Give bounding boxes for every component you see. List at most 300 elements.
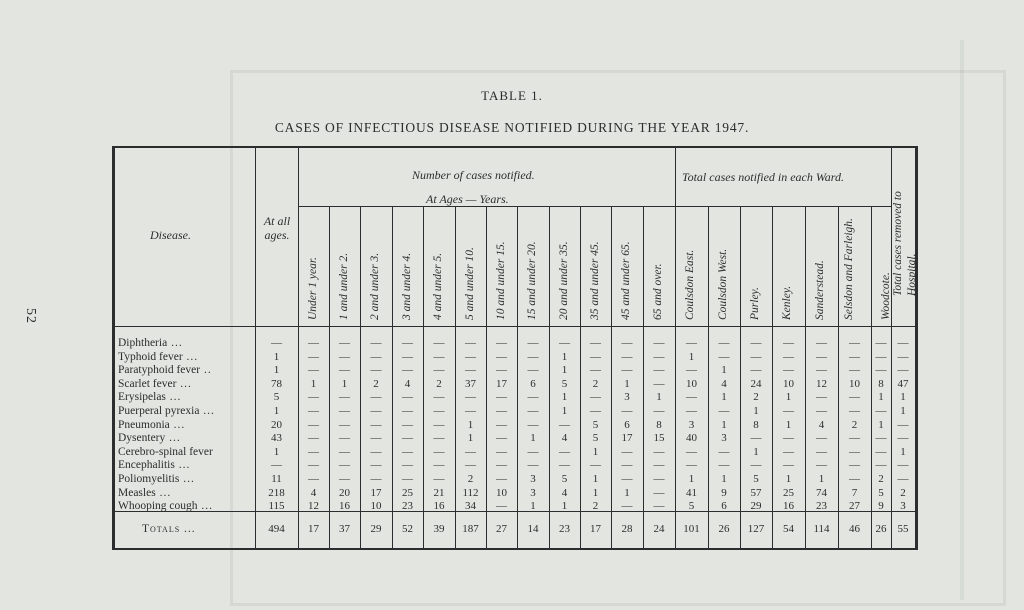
table-cell: —	[686, 405, 697, 417]
table-cell: 1	[818, 473, 825, 485]
table-cell: —	[527, 350, 539, 363]
table-cell: —	[653, 459, 665, 472]
table-cell: —	[339, 364, 350, 377]
totals-cell: 46	[849, 523, 860, 535]
table-cell: 1	[273, 405, 280, 417]
table-cell: —	[339, 405, 350, 417]
table-cell: —	[590, 337, 601, 349]
table-cell: 74	[816, 486, 827, 499]
leader-dots: ...	[167, 337, 183, 349]
table-cell: —	[875, 337, 887, 349]
table-cell: 1	[785, 418, 792, 431]
table-cell: 16	[339, 500, 350, 513]
table-cell: —	[370, 391, 382, 404]
table-cell: 43	[271, 432, 282, 445]
table-cell: —	[433, 350, 445, 363]
table-cell: —	[496, 391, 507, 404]
disease-name	[118, 487, 171, 499]
table-cell: —	[590, 391, 601, 404]
table-cell: —	[308, 350, 319, 363]
totals-cell: 37	[339, 523, 350, 535]
table-cell: —	[875, 459, 887, 472]
table-cell: —	[897, 337, 909, 349]
table-title: CASES OF INFECTIOUS DISEASE NOTIFIED DURING THE YEAR 1947.	[274, 120, 750, 135]
table-cell: 8	[753, 418, 759, 431]
table-cell: —	[816, 337, 827, 349]
table-cell: —	[433, 432, 445, 445]
table-cell: —	[816, 350, 827, 363]
table-cell: 1	[467, 432, 474, 445]
table-cell: 16	[433, 500, 445, 513]
totals-cell: 54	[783, 523, 794, 535]
leader-dots: ..	[200, 364, 212, 377]
table-cell: —	[308, 337, 319, 349]
table-cell: 1	[624, 486, 630, 499]
table-cell: 5	[561, 377, 568, 390]
table-cell: 5	[592, 432, 599, 445]
disease-label: Poliomyelitis	[118, 473, 180, 485]
table-cell: 17	[370, 486, 382, 499]
header-all-ages	[255, 214, 299, 242]
table-cell: —	[339, 418, 350, 431]
header-age-group: 10 and under 15.	[495, 241, 507, 320]
table-cell: —	[339, 445, 350, 458]
table-cell: —	[433, 337, 445, 349]
table-cell: 1	[688, 473, 695, 485]
table-cell: —	[308, 405, 319, 417]
leader-dots: ...	[179, 473, 195, 485]
disease-name	[118, 446, 213, 458]
table-cell: 23	[816, 500, 827, 513]
table-cell: 1	[561, 364, 568, 377]
disease-label: Measles	[118, 486, 156, 499]
table-cell: —	[816, 459, 827, 472]
table-cell: 3	[530, 486, 536, 499]
table-cell: 10	[783, 377, 794, 390]
table-cell: 25	[783, 486, 794, 499]
table-cell: —	[496, 432, 507, 445]
table-cell: 1	[310, 377, 317, 390]
table-cell: 5	[688, 500, 695, 513]
table-cell: —	[339, 473, 350, 485]
table-cell: 4	[561, 432, 568, 445]
totals-label	[142, 523, 196, 535]
totals-cell: 127	[747, 523, 765, 535]
totals-cell: 55	[897, 523, 909, 535]
totals-cell: 24	[653, 523, 665, 535]
table-cell: 218	[268, 486, 285, 499]
table-cell: 78	[271, 377, 282, 390]
table-cell: 1	[878, 418, 884, 431]
table-cell: —	[559, 459, 570, 472]
totals-cell: 17	[308, 523, 319, 535]
table-cell: —	[621, 350, 633, 363]
table-cell: —	[816, 432, 827, 445]
table-cell: —	[433, 391, 445, 404]
table-cell: 3	[688, 418, 695, 431]
table-cell: 2	[900, 486, 906, 499]
table-cell: —	[718, 445, 730, 458]
table-cell: 29	[750, 500, 762, 513]
table-cell: —	[370, 337, 382, 349]
table-cell: —	[433, 459, 445, 472]
table-cell: —	[686, 364, 697, 377]
totals-cell: 29	[370, 523, 382, 535]
table-cell: 17	[621, 432, 633, 445]
table-cell: 2	[592, 500, 599, 513]
leader-dots: ...	[180, 523, 196, 535]
table-cell: 115	[268, 500, 285, 513]
table-cell: —	[849, 473, 860, 485]
header-at-ages: At Ages — Years.	[426, 192, 509, 206]
table-cell: —	[402, 391, 413, 404]
table-cell: —	[783, 337, 794, 349]
table-cell: 1	[721, 473, 727, 485]
table-cell: —	[308, 391, 319, 404]
header-age-group: 35 and under 45.	[589, 241, 601, 320]
table-cell: —	[308, 473, 319, 485]
table-cell: —	[653, 405, 665, 417]
table-cell: 10	[370, 500, 382, 513]
totals-cell: 494	[268, 523, 285, 535]
totals-cell: 23	[559, 523, 570, 535]
header-age-group: 1 and under 2.	[338, 252, 350, 320]
table-cell: —	[718, 405, 730, 417]
disease-name	[118, 391, 181, 403]
totals-cell: 14	[527, 523, 539, 535]
table-cell: —	[339, 459, 350, 472]
table-cell: 6	[721, 500, 727, 513]
table-cell: —	[686, 459, 697, 472]
table-cell: —	[370, 418, 382, 431]
totals-cell: 101	[683, 523, 700, 535]
leader-dots: ...	[174, 459, 191, 472]
disease-label: Scarlet fever	[118, 377, 177, 390]
table-cell: 1	[592, 486, 599, 499]
table-cell: 34	[465, 500, 476, 513]
table-cell: 10	[496, 486, 507, 499]
leader-dots: ...	[165, 391, 182, 404]
disease-table	[112, 146, 918, 550]
table-cell: 15	[653, 432, 665, 445]
table-cell: —	[370, 473, 382, 485]
table-cell: —	[621, 459, 633, 472]
totals-cell: 28	[621, 523, 633, 535]
table-cell: —	[653, 486, 665, 499]
table-cell: —	[621, 473, 633, 485]
disease-name	[118, 459, 190, 471]
table-cell: —	[308, 432, 319, 445]
table-cell: —	[897, 459, 909, 472]
table-cell: —	[621, 337, 633, 349]
disease-label: Cerebro-spinal fever	[118, 445, 213, 458]
table-cell: —	[402, 418, 413, 431]
table-cell: —	[527, 418, 539, 431]
header-age-group: 4 and under 5.	[432, 252, 444, 320]
table-cell: —	[849, 364, 860, 377]
header-ward: Coulsdon East.	[684, 249, 696, 320]
table-cell: —	[590, 350, 601, 363]
header-ward-totals: Total cases notified in each Ward.	[682, 170, 844, 184]
table-cell: 1	[721, 418, 727, 431]
table-cell: 1	[273, 364, 280, 377]
disease-name	[118, 337, 183, 349]
table-cell: —	[402, 445, 413, 458]
table-cell: 3	[530, 473, 536, 485]
table-cell: —	[816, 405, 827, 417]
table-cell: 1	[721, 391, 727, 404]
table-cell: —	[590, 364, 601, 377]
table-cell: 4	[561, 486, 568, 499]
table-cell: —	[897, 364, 909, 377]
table-cell: 12	[308, 500, 319, 513]
table-cell: 4	[818, 418, 825, 431]
header-hospital	[891, 156, 919, 296]
table-cell: —	[527, 337, 539, 349]
table-cell: —	[849, 337, 860, 349]
table-cell: —	[271, 459, 282, 472]
table-cell: —	[816, 364, 827, 377]
table-cell: 5	[753, 473, 759, 485]
disease-label: Erysipelas	[118, 391, 166, 404]
table-cell: —	[527, 391, 539, 404]
disease-label: Puerperal pyrexia	[118, 405, 200, 417]
table-cell: —	[308, 364, 319, 377]
table-cell: 7	[851, 486, 858, 499]
table-cell: —	[308, 418, 319, 431]
table-cell: —	[496, 364, 507, 377]
table-cell: —	[849, 391, 860, 404]
table-cell: 57	[750, 486, 762, 499]
table-cell: —	[653, 445, 665, 458]
table-cell: 2	[592, 377, 599, 390]
totals-cell: 187	[462, 523, 479, 535]
table-cell: 1	[900, 405, 906, 417]
table-cell: —	[750, 459, 762, 472]
table-cell: —	[653, 337, 665, 349]
table-cell: —	[402, 337, 413, 349]
table-cell: —	[621, 500, 633, 513]
table-cell: 20	[339, 486, 350, 499]
table-cell: —	[496, 500, 507, 513]
table-cell: 2	[467, 473, 474, 485]
table-cell: —	[339, 391, 350, 404]
table-cell: —	[621, 445, 633, 458]
table-cell: —	[816, 445, 827, 458]
header-ward: Sanderstead.	[814, 260, 826, 320]
table-cell: —	[875, 350, 887, 363]
header-number-notified: Number of cases notified.	[412, 168, 535, 182]
table-cell: 1	[900, 391, 906, 404]
table-cell: —	[339, 432, 350, 445]
table-cell: 1	[561, 391, 568, 404]
table-cell: 41	[686, 486, 697, 499]
table-cell: —	[783, 445, 794, 458]
table-cell: —	[750, 337, 762, 349]
header-age-group: 3 and under 4.	[401, 252, 413, 320]
table-cell: —	[750, 432, 762, 445]
table-cell: —	[433, 473, 445, 485]
header-bottom-rule	[112, 326, 918, 327]
table-cell: 12	[816, 377, 827, 390]
table-cell: 8	[878, 377, 884, 390]
table-cell: —	[897, 432, 909, 445]
table-cell: —	[559, 418, 570, 431]
table-cell: —	[465, 391, 476, 404]
table-cell: —	[718, 350, 730, 363]
leader-dots: ...	[165, 432, 181, 445]
table-cell: 6	[530, 377, 536, 390]
table-cell: 1	[878, 391, 884, 404]
table-cell: —	[402, 432, 413, 445]
disease-name	[118, 473, 195, 485]
header-ward: Kenley.	[781, 285, 793, 320]
table-cell: —	[897, 350, 909, 363]
header-ward: Coulsdon West.	[717, 248, 729, 320]
table-cell: —	[465, 445, 476, 458]
table-cell: 4	[721, 377, 727, 390]
table-cell: 1	[785, 473, 792, 485]
table-cell: —	[783, 432, 794, 445]
disease-label: Typhoid fever	[118, 350, 183, 363]
table-cell: 1	[273, 445, 280, 458]
disease-name	[118, 500, 213, 512]
header-disease: Disease.	[150, 228, 191, 242]
disease-name	[118, 351, 198, 363]
table-cell: —	[465, 405, 476, 417]
table-cell: 3	[624, 391, 630, 404]
table-cell: —	[496, 405, 507, 417]
table-cell: 20	[271, 418, 282, 431]
header-hospital-text: Total cases removed to Hospital.	[892, 191, 918, 296]
table-cell: 5	[592, 418, 599, 431]
table-cell: —	[496, 473, 507, 485]
totals-cell: 114	[813, 523, 830, 535]
table-cell: —	[527, 364, 539, 377]
table-cell: —	[527, 405, 539, 417]
table-cell: —	[271, 337, 282, 349]
table-cell: —	[433, 418, 445, 431]
totals-cell: 52	[402, 523, 413, 535]
table-cell: —	[433, 445, 445, 458]
table-cell: 1	[530, 432, 536, 445]
header-age-group: 20 and under 35.	[558, 241, 570, 320]
table-cell: 3	[900, 500, 906, 513]
table-cell: —	[496, 418, 507, 431]
header-ward: Purley.	[749, 287, 761, 320]
table-cell: —	[402, 459, 413, 472]
table-cell: 1	[900, 445, 906, 458]
table-cell: —	[590, 405, 601, 417]
table-cell: —	[686, 445, 697, 458]
disease-label: Pneumonia	[118, 418, 170, 431]
table-cell: —	[527, 459, 539, 472]
disease-name	[118, 378, 192, 390]
table-cell: —	[308, 459, 319, 472]
table-cell: 25	[402, 486, 413, 499]
table-cell: —	[849, 445, 860, 458]
leader-dots: ...	[176, 377, 192, 390]
table-cell: —	[308, 445, 319, 458]
table-cell: 2	[373, 377, 379, 390]
disease-name	[118, 364, 212, 376]
table-cell: —	[783, 350, 794, 363]
table-cell: 1	[753, 405, 759, 417]
table-cell: —	[433, 364, 445, 377]
table-cell: —	[370, 364, 382, 377]
header-age-group: 2 and under 3.	[369, 252, 381, 320]
leader-dots: ...	[182, 350, 199, 363]
table-cell: —	[686, 337, 697, 349]
table-cell: —	[783, 459, 794, 472]
disease-label: Totals	[142, 523, 181, 535]
leader-dots: ...	[197, 500, 214, 513]
table-cell: —	[559, 337, 570, 349]
table-cell: —	[849, 459, 860, 472]
table-cell: 1	[688, 350, 695, 363]
table-cell: 6	[624, 418, 630, 431]
table-cell: 1	[273, 350, 280, 363]
table-cell: 112	[462, 486, 479, 499]
table-cell: —	[465, 337, 476, 349]
table-cell: —	[897, 473, 909, 485]
table-cell: 23	[402, 500, 413, 513]
table-cell: —	[875, 364, 887, 377]
disease-name	[118, 419, 185, 431]
table-cell: —	[465, 350, 476, 363]
table-cell: 9	[878, 500, 884, 513]
table-cell: —	[370, 445, 382, 458]
table-cell: —	[339, 350, 350, 363]
table-cell: 1	[530, 500, 536, 513]
table-cell: —	[718, 337, 730, 349]
totals-cell: 39	[433, 523, 445, 535]
totals-cell: 26	[875, 523, 887, 535]
table-cell: —	[653, 377, 665, 390]
leader-dots: ...	[155, 486, 172, 499]
table-cell: 37	[465, 377, 476, 390]
disease-label: Dysentery	[118, 432, 166, 445]
disease-name	[118, 432, 181, 444]
table-cell: 1	[561, 405, 568, 417]
table-cell: 21	[433, 486, 445, 499]
disease-name	[118, 405, 215, 417]
table-cell: 4	[310, 486, 317, 499]
table-cell: —	[875, 405, 887, 417]
table-cell: —	[849, 432, 860, 445]
table-cell: —	[653, 500, 665, 513]
table-cell: —	[686, 391, 697, 404]
table-cell: 24	[750, 377, 762, 390]
table-cell: 40	[686, 432, 697, 445]
col-divider	[255, 146, 256, 548]
table-cell: 1	[592, 445, 599, 458]
table-cell: —	[750, 350, 762, 363]
table-cell: —	[875, 445, 887, 458]
table-cell: —	[559, 445, 570, 458]
left-border	[112, 146, 115, 548]
table-cell: 10	[849, 377, 860, 390]
table-cell: —	[875, 432, 887, 445]
table-cell: —	[783, 405, 794, 417]
table-cell: —	[496, 445, 507, 458]
table-cell: 1	[785, 391, 792, 404]
table-cell: —	[339, 337, 350, 349]
table-cell: —	[897, 418, 909, 431]
header-all-ages-text: At all ages.	[263, 214, 291, 242]
table-cell: 27	[849, 500, 860, 513]
table-cell: 47	[897, 377, 909, 390]
